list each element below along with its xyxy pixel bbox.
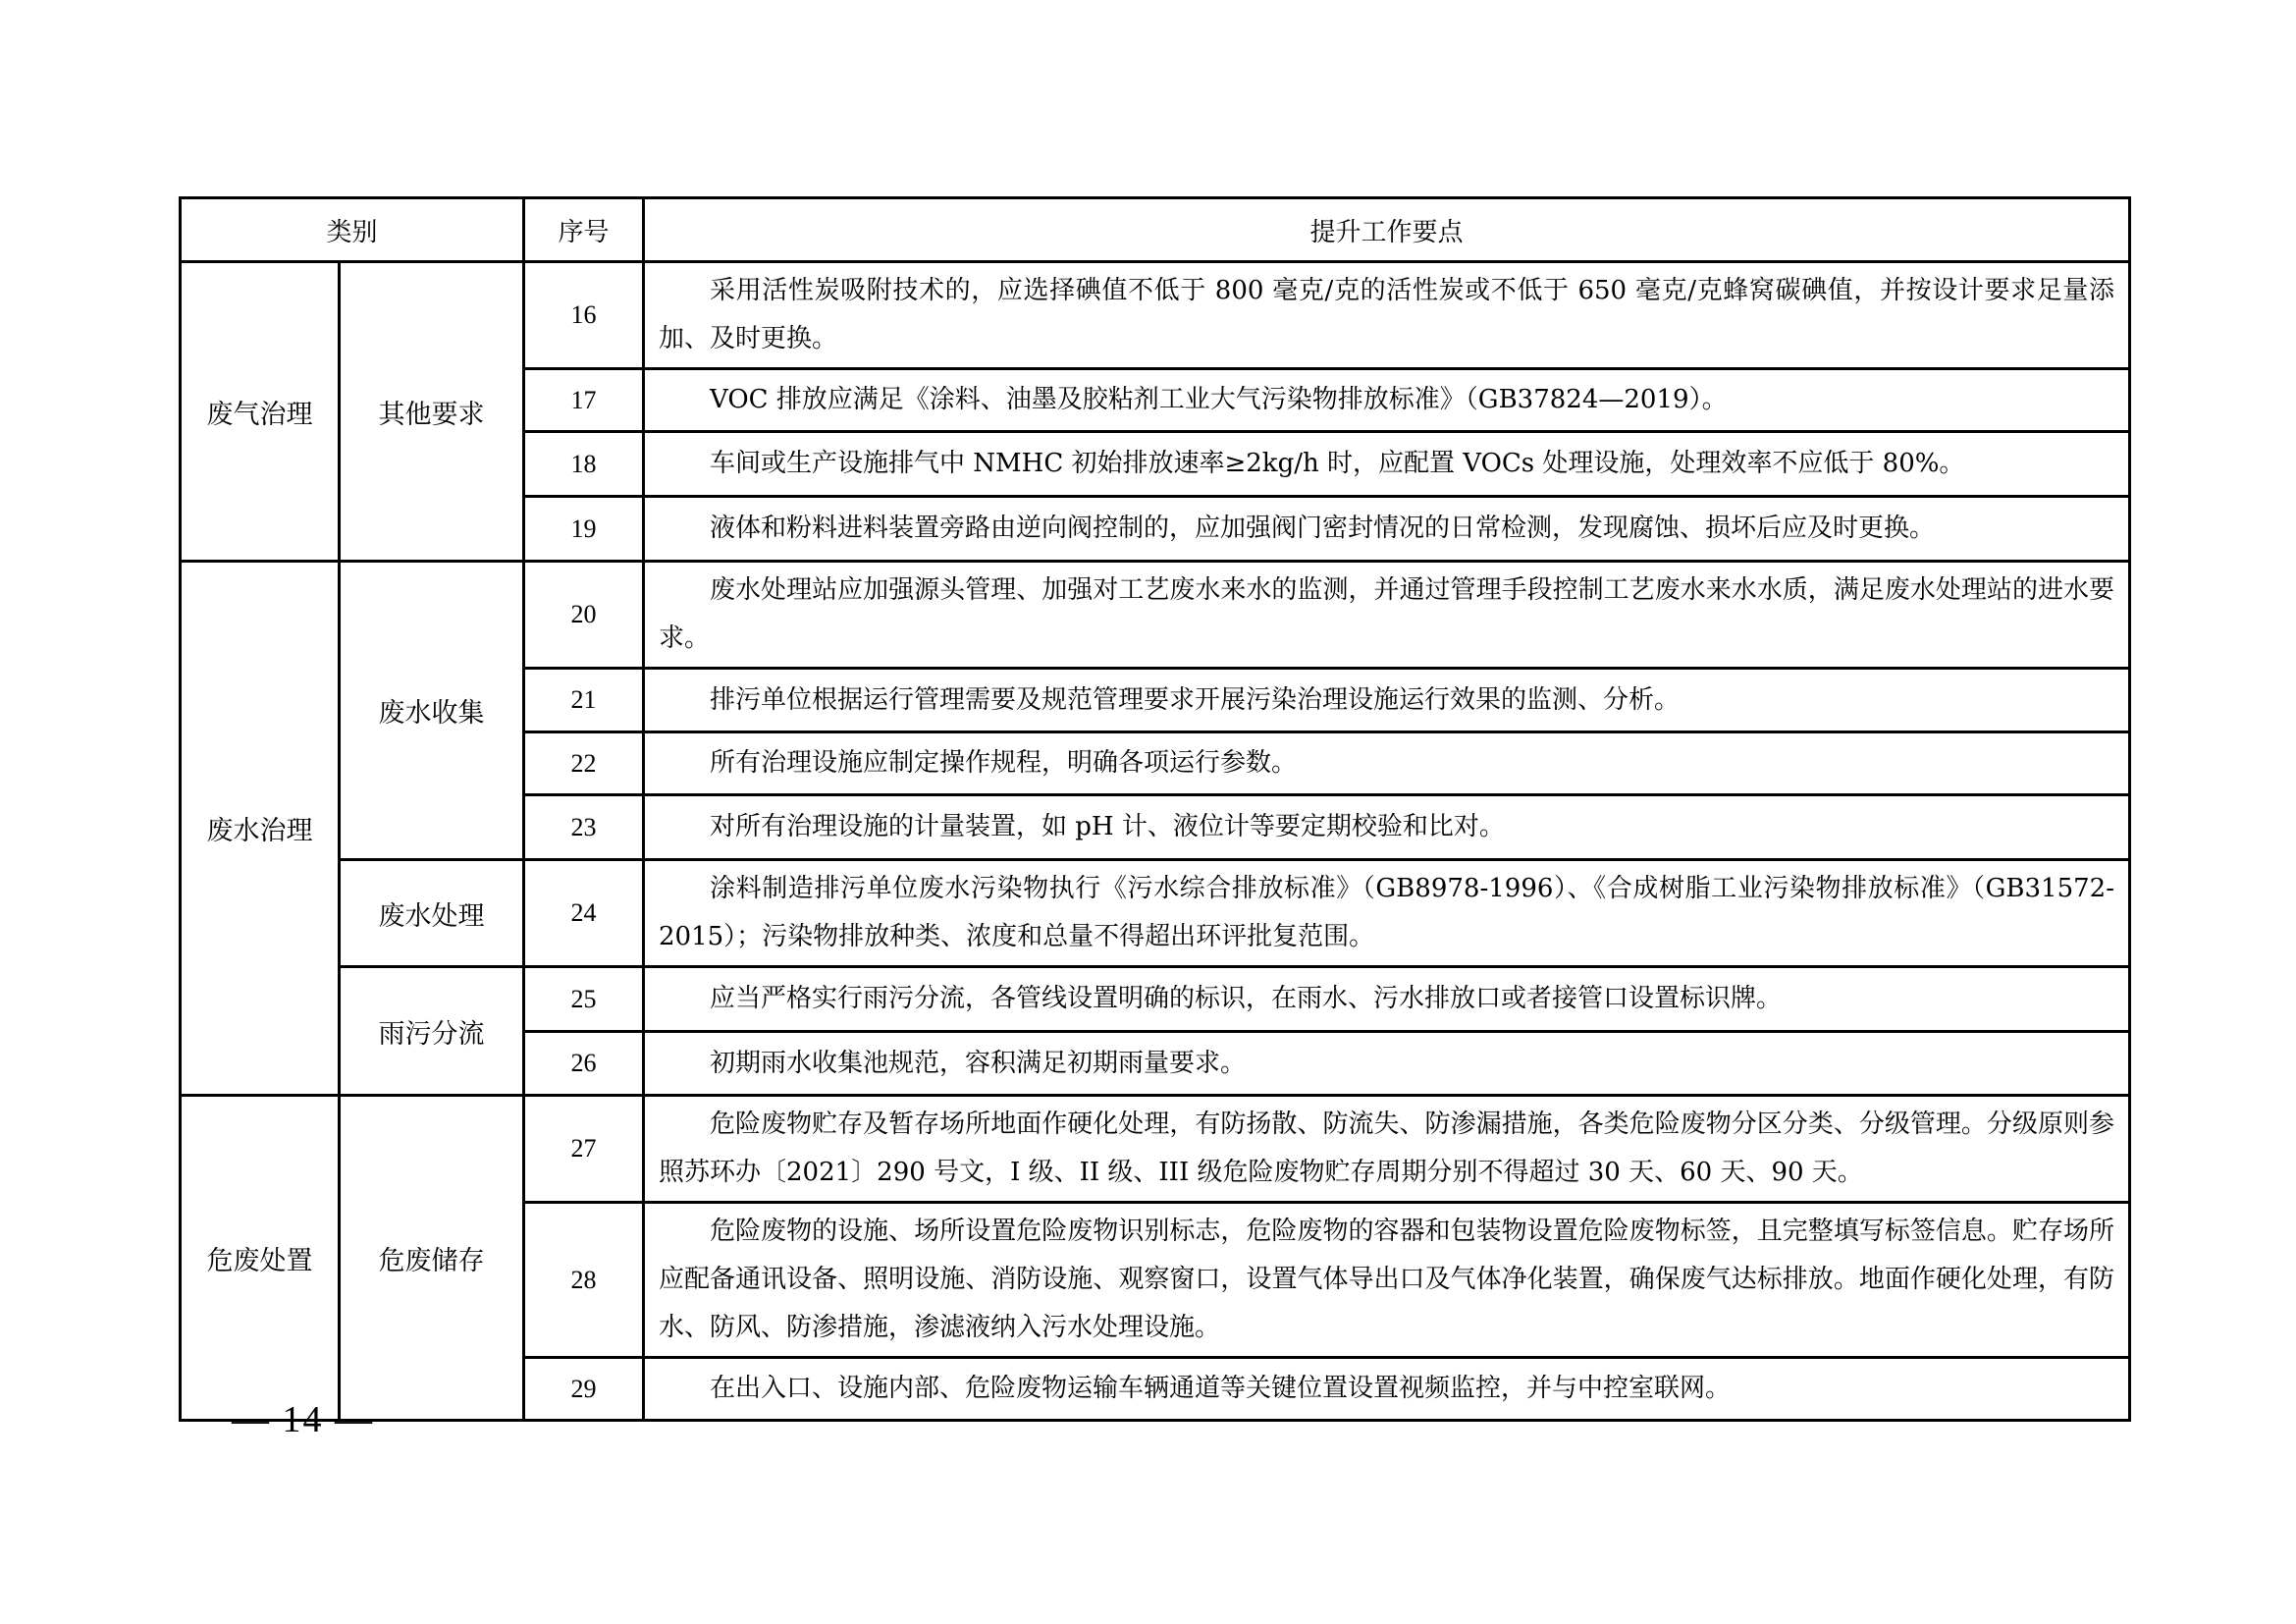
row-text-content: 所有治理设施应制定操作规程，明确各项运行参数。 — [710, 748, 1298, 778]
row-text-content: 应当严格实行雨污分流，各管线设置明确的标识，在雨水、污水排放口或者接管口设置标识牌。 — [710, 984, 1783, 1013]
header-number: 序号 — [524, 198, 644, 262]
row-text — [644, 497, 2130, 562]
row-text — [644, 795, 2130, 860]
row-text-content: VOC 排放应满足《涂料、油墨及胶粘剂工业大气污染物排放标准》（GB37824—2019）。 — [710, 385, 1728, 414]
row-text-content: 废水处理站应加强源头管理、加强对工艺废水来水的监测，并通过管理手段控制工艺废水来水水质，满足废水处理站的进水要求。 — [659, 575, 2115, 653]
row-text — [644, 860, 2130, 967]
row-number: 18 — [524, 432, 644, 497]
row-text — [644, 262, 2130, 369]
subcategory-cell: 危废储存 — [340, 1096, 524, 1421]
table-row — [181, 262, 2130, 369]
row-text — [644, 562, 2130, 669]
row-number: 20 — [524, 562, 644, 669]
row-text-content: 对所有治理设施的计量装置，如 pH 计、液位计等要定期校验和比对。 — [710, 812, 1505, 841]
table-row — [181, 1096, 2130, 1203]
row-number: 21 — [524, 669, 644, 732]
row-text — [644, 432, 2130, 497]
table-row — [181, 967, 2130, 1032]
row-number: 22 — [524, 732, 644, 795]
row-text-content: 涂料制造排污单位废水污染物执行《污水综合排放标准》（GB8978-1996）、《合成树脂工业污染物排放标准》（GB31572-2015）；污染物排放种类、浓度和总量不得超出环评批复范围。 — [659, 874, 2115, 951]
row-number: 29 — [524, 1358, 644, 1421]
category-cell: 废气治理 — [181, 262, 340, 562]
row-text — [644, 1203, 2130, 1358]
row-number: 26 — [524, 1032, 644, 1096]
row-text-content: 初期雨水收集池规范，容积满足初期雨量要求。 — [710, 1048, 1247, 1078]
row-number: 28 — [524, 1203, 644, 1358]
page-number: — 14 — — [232, 1399, 374, 1440]
subcategory-cell: 其他要求 — [340, 262, 524, 562]
category-cell: 废水治理 — [181, 562, 340, 1096]
row-text — [644, 1358, 2130, 1421]
row-text-content: 排污单位根据运行管理需要及规范管理要求开展污染治理设施运行效果的监测、分析。 — [710, 684, 1681, 715]
category-cell: 危废处置 — [181, 1096, 340, 1421]
row-text-content: 危险废物的设施、场所设置危险废物识别标志，危险废物的容器和包装物设置危险废物标签，且完整填写标签信息。贮存场所应配备通讯设备、照明设施、消防设施、观察窗口，设置气体导出口及气体净化装置，确保废气达标排放。地面作硬化处理，有防水、防风、防渗措施，渗滤液纳入污水处理设施。 — [659, 1217, 2115, 1342]
row-text-content: 液体和粉料进料装置旁路由逆向阀控制的，应加强阀门密封情况的日常检测，发现腐蚀、损坏后应及时更换。 — [710, 514, 1936, 543]
row-text-content: 车间或生产设施排气中 NMHC 初始排放速率≥2kg/h 时，应配置 VOCs 处理设施，处理效率不应低于 80%。 — [710, 449, 1965, 478]
row-text — [644, 1096, 2130, 1203]
row-number: 23 — [524, 795, 644, 860]
row-text — [644, 967, 2130, 1032]
row-text-content: 采用活性炭吸附技术的，应选择碘值不低于 800 毫克/克的活性炭或不低于 650 毫克/克蜂窝碳碘值，并按设计要求足量添加、及时更换。 — [659, 276, 2115, 353]
requirements-table — [179, 196, 2131, 1422]
row-text — [644, 369, 2130, 432]
row-text — [644, 1032, 2130, 1096]
header-category: 类别 — [181, 198, 524, 262]
row-number: 27 — [524, 1096, 644, 1203]
row-text-content: 危险废物贮存及暂存场所地面作硬化处理，有防扬散、防流失、防渗漏措施，各类危险废物分区分类、分级管理。分级原则参照苏环办〔2021〕290 号文，I 级、II 级、III 级危险废物贮存周期分别不得超过 30 天、60 天、90 天。 — [659, 1110, 2115, 1187]
subcategory-cell: 废水处理 — [340, 860, 524, 967]
table-row — [181, 562, 2130, 669]
table-header-row — [181, 198, 2130, 262]
row-text — [644, 669, 2130, 732]
row-number: 16 — [524, 262, 644, 369]
row-number: 19 — [524, 497, 644, 562]
row-number: 25 — [524, 967, 644, 1032]
subcategory-cell: 废水收集 — [340, 562, 524, 860]
row-text-content: 在出入口、设施内部、危险废物运输车辆通道等关键位置设置视频监控，并与中控室联网。 — [710, 1374, 1732, 1403]
subcategory-cell: 雨污分流 — [340, 967, 524, 1096]
table-row — [181, 860, 2130, 967]
row-text — [644, 732, 2130, 795]
row-number: 24 — [524, 860, 644, 967]
row-number: 17 — [524, 369, 644, 432]
header-points: 提升工作要点 — [644, 198, 2130, 262]
